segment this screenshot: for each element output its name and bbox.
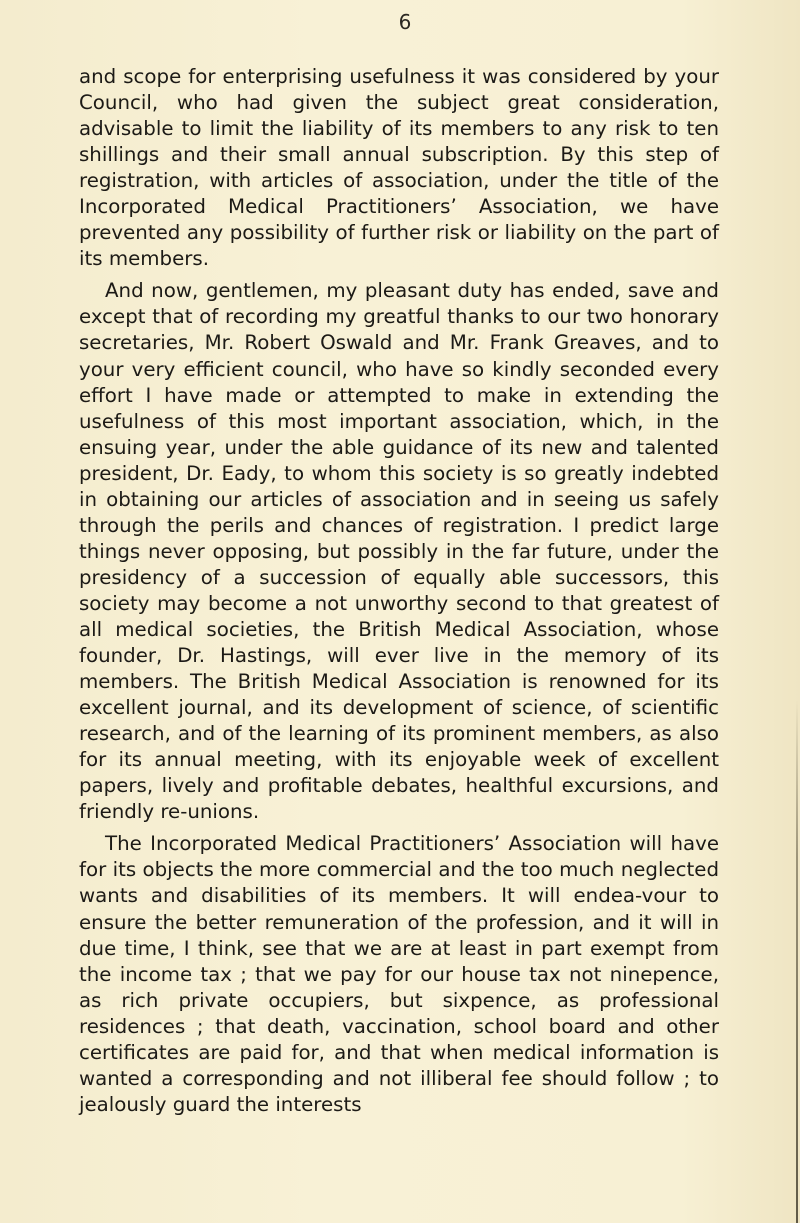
- paragraph-continuation: and scope for enterprising usefulness it was considered by your Council, who had given the subject great consideration, advisable to limit the liability of its members to any risk to ten shillings and their small annual subscription. By this step of registration, with articles of association, under the title of the Incorporated Medical Practitioners’ Association, we have prevented any possibility of further risk or liability on the part of its members.: [79, 65, 719, 271]
- paragraph-association-objects: The Incorporated Medical Practitioners’ Association will have for its objects the more commercial and the too much neglected wants and disabilities of its members. It will endea-vour to ensure the better remuneration of the profession, and it will in due time, I think, see that we are at least in part exempt from the income tax ; that we pay for our house tax not ninepence, as rich private occupiers, but sixpence, as professional residences ; that death, vaccination, school board and other certificates are paid for, and that when medical information is wanted a corresponding and not illiberal fee should follow ; to jealously guard the interests: [79, 832, 719, 1116]
- body-text: [79, 64, 719, 1124]
- paragraph-thanks: And now, gentlemen, my pleasant duty has ended, save and except that of recording my greatful thanks to our two honorary secretaries, Mr. Robert Oswald and Mr. Frank Greaves, and to your very efficient council, who have so kindly seconded every effort I have made or attempted to make in extending the usefulness of this most important association, which, in the ensuing year, under the able guidance of its new and talented president, Dr. Eady, to whom this society is so greatly indebted in obtaining our articles of association and in seeing us safely through the perils and chances of registration. I predict large things never opposing, but possibly in the far future, under the presidency of a succession of equally able successors, this society may become a not unworthy second to that greatest of all medical societies, the British Medical Association, whose founder, Dr. Hastings, will ever live in the memory of its members. The British Medical Association is renowned for its excellent journal, and its development of science, of scientific research, and of the learning of its prominent members, as also for its annual meeting, with its enjoyable week of excellent papers, lively and profitable debates, healthful excursions, and friendly re-unions.: [79, 279, 719, 824]
- page-number: 6: [398, 10, 412, 34]
- page-edge-shadow: [796, 700, 798, 1223]
